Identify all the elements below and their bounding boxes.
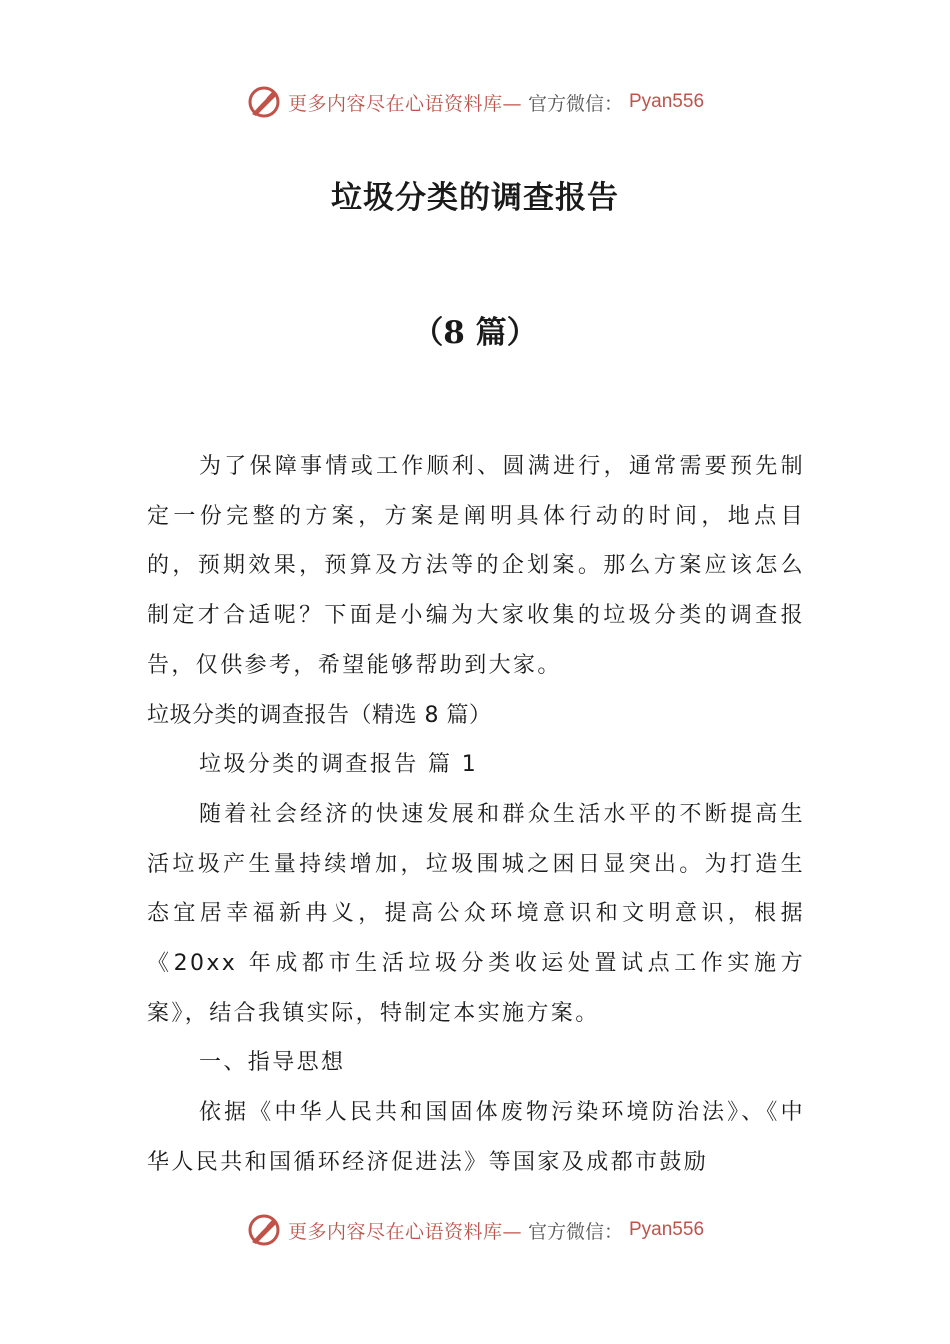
watermark-text: 更多内容尽在心语资料库—: [287, 92, 522, 115]
document-subtitle: （8 篇）: [412, 315, 538, 351]
chapter-heading: 垃圾分类的调查报告 篇 1: [199, 752, 479, 778]
watermark-banner-top: [0, 82, 950, 122]
document-body: [147, 442, 805, 1188]
section-heading: 垃圾分类的调查报告（精选 8 篇）: [147, 702, 492, 728]
body-paragraph: 依据《中华人民共和国固体废物污染环境防治法》、《中华人民共和国循环经济促进法》等国家及成都市鼓励: [147, 1100, 805, 1175]
pen-logo-icon: [246, 84, 282, 120]
watermark-banner-bottom: [0, 1210, 950, 1250]
subsection-heading: 一、指导思想: [199, 1050, 346, 1076]
pen-logo-icon: [246, 1212, 282, 1248]
watermark-wechat-label: 官方微信：: [527, 1220, 623, 1243]
watermark-wechat-id: Pyan556: [629, 91, 705, 112]
document-title: 垃圾分类的调查报告: [331, 180, 619, 216]
body-paragraph: 随着社会经济的快速发展和群众生活水平的不断提高生活垃圾产生量持续增加，垃圾围城之困日显突出。为打造生态宜居幸福新冉义，提高公众环境意识和文明意识，根据《20xx 年成都市生活垃圾分类收运处置试点工作实施方案》，结合我镇实际，特制定本实施方案。: [147, 801, 805, 1026]
watermark-wechat-label: 官方微信：: [527, 92, 623, 115]
intro-paragraph: 为了保障事情或工作顺利、圆满进行，通常需要预先制定一份完整的方案，方案是阐明具体行动的时间，地点目的，预期效果，预算及方法等的企划案。那么方案应该怎么制定才合适呢？下面是小编为大家收集的垃圾分类的调查报告，仅供参考，希望能够帮助到大家。: [147, 454, 805, 678]
watermark-wechat-id: Pyan556: [629, 1219, 705, 1240]
watermark-text: 更多内容尽在心语资料库—: [287, 1220, 522, 1243]
